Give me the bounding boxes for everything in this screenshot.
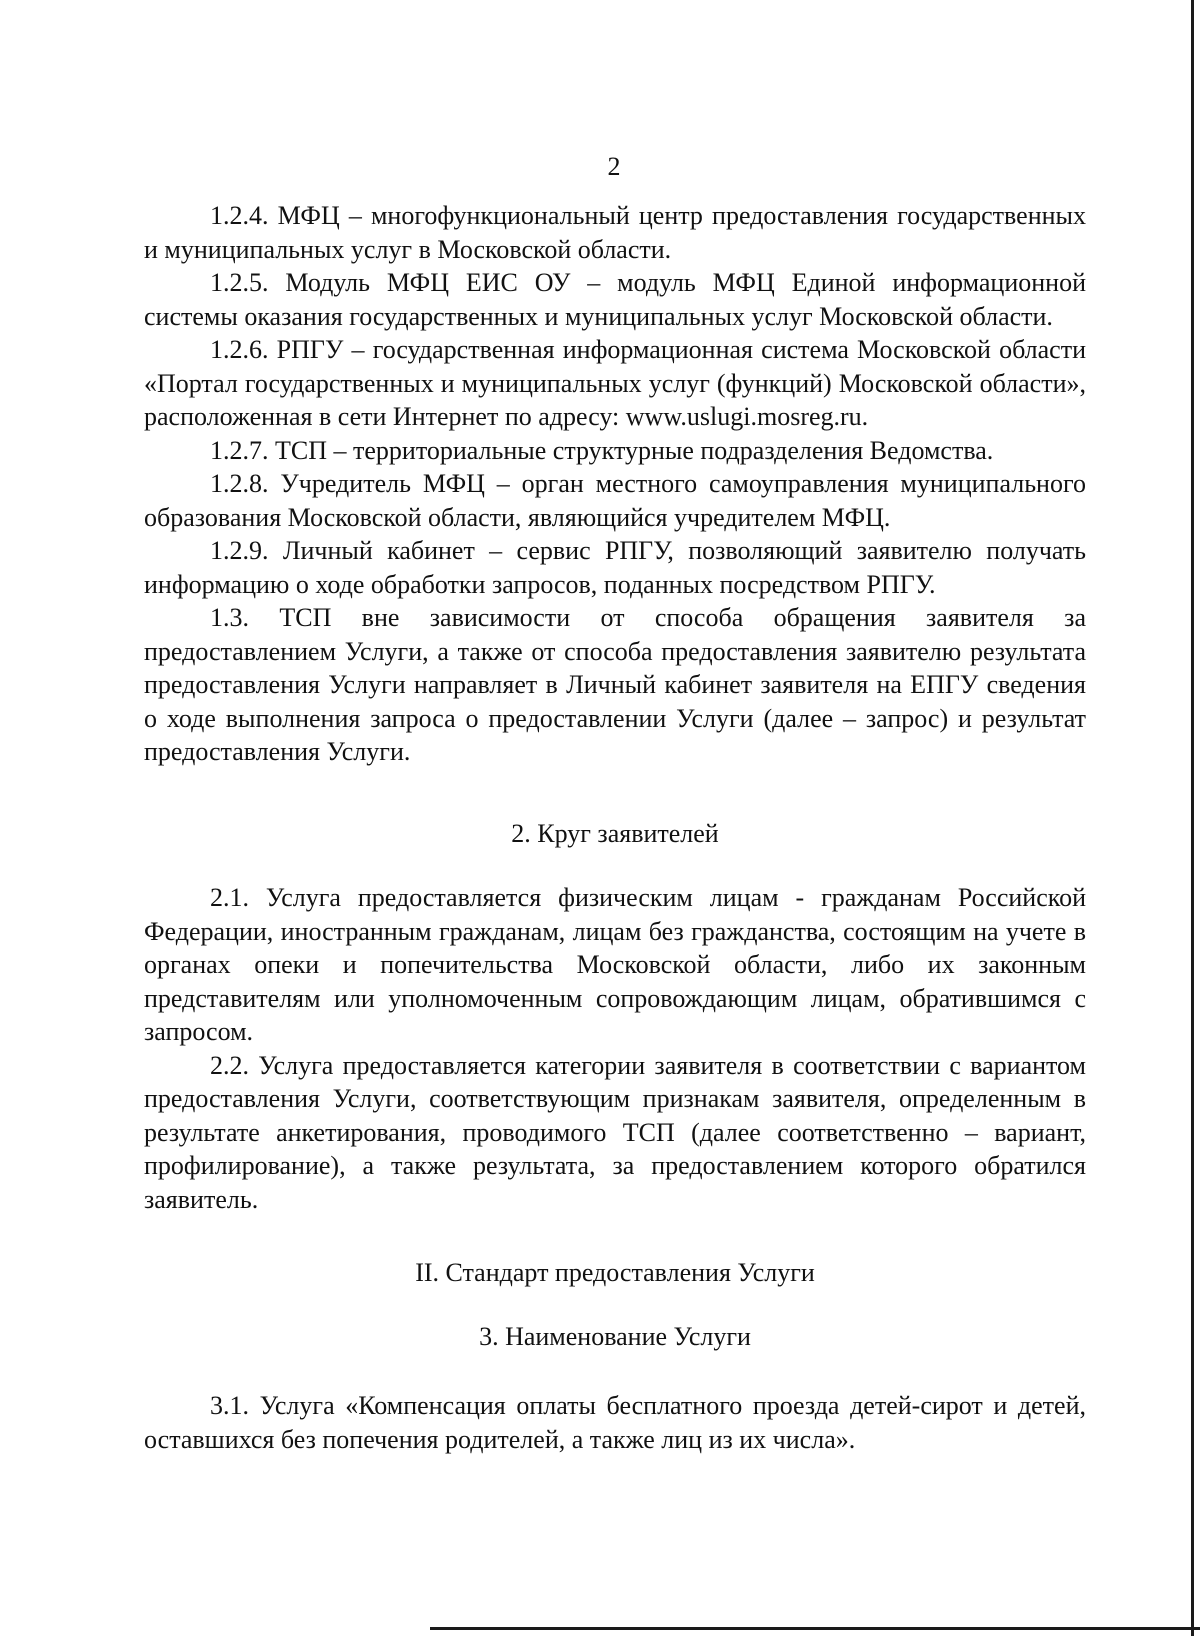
section-heading-service-name: 3. Наименование Услуги bbox=[479, 1322, 751, 1351]
scan-edge-bottom bbox=[430, 1627, 1200, 1630]
scan-edge-right bbox=[1191, 0, 1194, 1636]
paragraph-1-3: 1.3. ТСП вне зависимости от способа обращения заявителя за предоставлением Услуги, а также от способа предоставления заявителю результата предоставления Услуги направляет в Личный кабинет заявителя на ЕПГУ сведения о ходе выполнения запроса о предоставлении Услуги (далее – запрос) и результат предоставления Услуги. bbox=[144, 603, 1086, 766]
paragraph-2-2: 2.2. Услуга предоставляется категории заявителя в соответствии с вариантом предоставления Услуги, соответствующим признакам заявителя, определенным в результате анкетирования, проводимого ТСП (далее соответственно – вариант, профилирование), а также результата, за предоставлением которого обратился заявитель. bbox=[144, 1050, 1086, 1214]
definitions-block bbox=[144, 199, 1086, 769]
paragraph-1-2-7: 1.2.7. ТСП – территориальные структурные подразделения Ведомства. bbox=[210, 435, 994, 465]
service-name-block bbox=[144, 1389, 1086, 1456]
paragraph-3-1: 3.1. Услуга «Компенсация оплаты бесплатного проезда детей-сирот и детей, оставшихся без попечения родителей, а также лиц из их числа». bbox=[144, 1391, 1086, 1454]
paragraph-1-2-4: 1.2.4. МФЦ – многофункциональный центр предоставления государственных и муниципальных услуг в Московской области. bbox=[144, 201, 1086, 264]
applicants-block bbox=[144, 881, 1086, 1216]
paragraph-2-1: 2.1. Услуга предоставляется физическим лицам - гражданам Российской Федерации, иностранным гражданам, лицам без гражданства, состоящим на учете в органах опеки и попечительства Московской области, либо их законным представителям или уполномоченным сопровождающим лицам, обратившимся с запросом. bbox=[144, 883, 1086, 1046]
paragraph-1-2-8: 1.2.8. Учредитель МФЦ – орган местного самоуправления муниципального образования Московской области, являющийся учредителем МФЦ. bbox=[144, 469, 1086, 532]
section-heading-applicants: 2. Круг заявителей bbox=[511, 819, 719, 848]
paragraph-1-2-6: 1.2.6. РПГУ – государственная информационная система Московской области «Портал государственных и муниципальных услуг (функций) Московской области», расположенная в сети Интернет по адресу: www.uslugi.mosreg.ru. bbox=[144, 335, 1086, 431]
paragraph-1-2-5: 1.2.5. Модуль МФЦ ЕИС ОУ – модуль МФЦ Единой информационной системы оказания государственных и муниципальных услуг Московской области. bbox=[144, 268, 1086, 331]
page-number: 2 bbox=[607, 152, 621, 181]
paragraph-1-2-9: 1.2.9. Личный кабинет – сервис РПГУ, позволяющий заявителю получать информацию о ходе обработки запросов, поданных посредством РПГУ. bbox=[144, 536, 1086, 599]
section-heading-standard: II. Стандарт предоставления Услуги bbox=[415, 1258, 815, 1287]
